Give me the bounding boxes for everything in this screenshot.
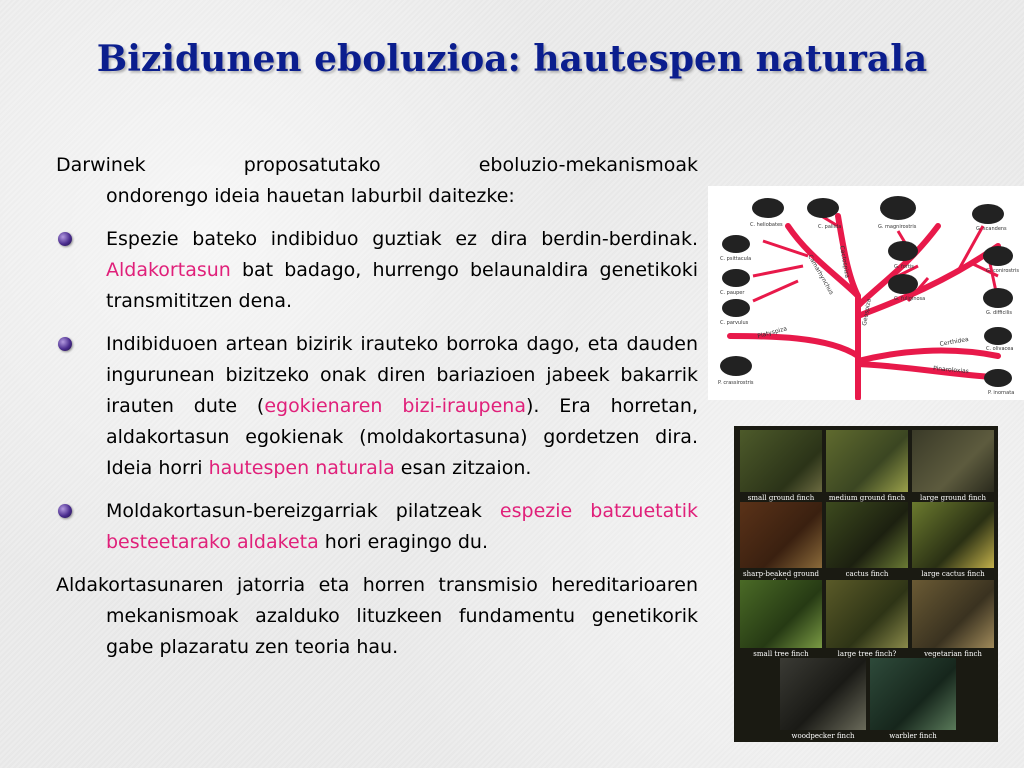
photo-caption: medium ground finch bbox=[828, 494, 906, 502]
species-label: C. olivacea bbox=[986, 346, 1014, 352]
body-text bbox=[56, 150, 698, 675]
bullet-item: Indibiduoen artean bizirik irauteko borroka dago, eta dauden ingurunean bizitzeko onak diren bariazioen jabeek bakarrik irauten dute (egokienaren bizi-iraupena). Era horretan, aldakortasun egokienak (moldakortasuna) gordetzen dira. Ideia horri hautespen naturala esan zitzaion. bbox=[56, 329, 698, 484]
highlight-text: Aldakortasun bbox=[106, 259, 231, 281]
bullet-item: Moldakortasun-bereizgarriak pilatzeak espezie batzuetatik besteetarako aldaketa hori eragingo du. bbox=[56, 496, 698, 558]
bullet-icon bbox=[58, 232, 72, 246]
genus-label: Geospiza bbox=[861, 298, 873, 327]
bullet-item: Espezie bateko indibiduo guztiak ez dira berdin-berdinak. Aldakortasun bat badago, hurrengo belaunaldira genetikoki transmititzen dena. bbox=[56, 224, 698, 317]
finch-photo bbox=[912, 502, 994, 578]
closing-paragraph: Aldakortasunaren jatorria eta horren transmisio hereditarioaren mekanismoak azalduko lituzkeen fundamentu genetikorik gabe plazaratu zen teoria hau. bbox=[56, 574, 698, 658]
highlight-text: espezie batzuetatik besteetarako aldaketa bbox=[106, 500, 698, 553]
finch-photo bbox=[912, 430, 994, 502]
phylogeny-svg bbox=[708, 186, 1024, 400]
species-label: G. conirostris bbox=[986, 268, 1020, 274]
slide-title: Bizidunen eboluzioa: hautespen naturala bbox=[96, 38, 928, 80]
photo-caption: large ground finch bbox=[920, 494, 986, 502]
finch-photo bbox=[912, 580, 994, 658]
genus-label: Camarhynchus bbox=[806, 253, 835, 296]
photo-caption: small tree finch bbox=[753, 650, 809, 658]
finch-photo bbox=[740, 580, 822, 658]
species-label: C. heliobates bbox=[750, 222, 783, 228]
intro-word: proposatutako bbox=[243, 154, 381, 176]
photo-caption: cactus finch bbox=[845, 570, 889, 578]
species-label: C. pauper bbox=[720, 290, 745, 296]
bullet-icon bbox=[58, 504, 72, 518]
species-label: G. scandens bbox=[976, 226, 1007, 232]
intro-word: Darwinek bbox=[56, 154, 146, 176]
photo-caption: vegetarian finch bbox=[924, 650, 982, 658]
finch-photo bbox=[740, 430, 822, 502]
finch-photo bbox=[826, 580, 908, 658]
photo-caption: woodpecker finch bbox=[791, 732, 855, 740]
photo-caption: warbler finch bbox=[889, 732, 937, 740]
species-label: G. fuliginosa bbox=[894, 296, 926, 302]
finch-phylogeny-figure bbox=[708, 186, 1024, 400]
photo-caption: large cactus finch bbox=[921, 570, 985, 578]
genus-label: Cactospiza bbox=[838, 245, 851, 279]
highlight-text: egokienaren bizi-iraupena bbox=[264, 395, 526, 417]
genus-label: Pinaroloxias bbox=[932, 365, 970, 376]
intro-paragraph bbox=[56, 150, 698, 212]
photo-caption: sharp-beaked ground bbox=[743, 570, 819, 578]
finch-photo bbox=[826, 430, 908, 502]
intro-line-1 bbox=[56, 150, 698, 181]
finch-photo bbox=[740, 502, 822, 578]
genus-label: Certhidea bbox=[939, 335, 970, 348]
finch-photo bbox=[870, 658, 956, 740]
species-label: G. difficilis bbox=[986, 310, 1012, 316]
intro-line-2: ondorengo ideia hauetan laburbil daitezke: bbox=[106, 185, 515, 207]
genus-label: Platyspiza bbox=[756, 325, 788, 340]
species-label: C. psittacula bbox=[720, 256, 752, 262]
species-label: G. fortis bbox=[894, 264, 914, 270]
species-label: P. inornata bbox=[988, 390, 1015, 396]
species-label: C. pallida bbox=[818, 224, 842, 230]
photo-caption: large tree finch? bbox=[837, 650, 897, 658]
photo-caption: small ground finch bbox=[747, 494, 815, 502]
bullet-icon bbox=[58, 337, 72, 351]
species-label: C. parvulus bbox=[720, 320, 749, 326]
highlight-text: hautespen naturala bbox=[208, 457, 395, 479]
species-label: P. crassirostris bbox=[718, 380, 754, 386]
intro-word: eboluzio-mekanismoak bbox=[478, 154, 698, 176]
finch-photo-grid bbox=[734, 426, 998, 742]
finch-photo bbox=[780, 658, 866, 740]
finch-photo bbox=[826, 502, 908, 578]
species-label: G. magnirostris bbox=[878, 224, 917, 230]
